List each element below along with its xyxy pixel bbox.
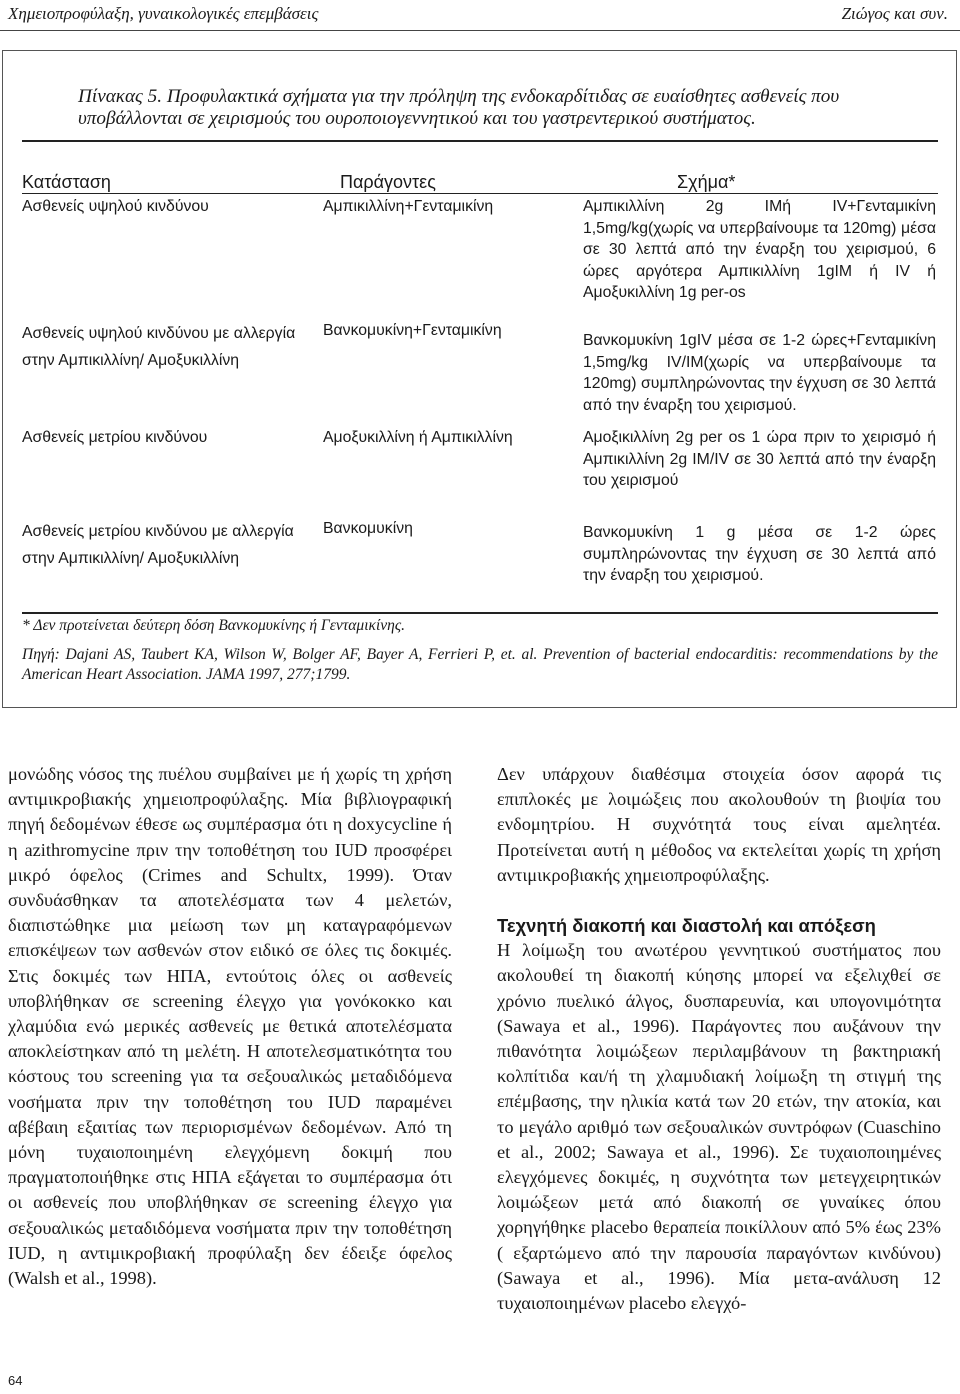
table-cell-regimen: Βανκομυκίνη 1gIV μέσα σε 1-2 ώρες+Γενταμικίνη 1,5mg/kg IV/IM(χωρίς να υπερβαίνουμε τα 120mg) συμπληρώνοντας την έγχυση σε 30 λεπτά από την έναρξη του χειρισμού.: [583, 332, 936, 414]
column-header-condition: Κατάσταση: [22, 172, 111, 192]
header-divider: [0, 30, 960, 31]
body-right-column: [497, 762, 941, 1316]
table-caption: Πίνακας 5. Προφυλακτικά σχήματα για την πρόληψη της ενδοκαρδίτιδας σε ευαίσθητες ασθενείς που υποβάλλονται σε χειρισμούς του ουροποιογεννητικού και του γαστρεντερικού συστήματος.: [78, 86, 840, 129]
running-header-authors: Ζιώγος και συν.: [841, 4, 948, 23]
page-number: 64: [8, 1373, 23, 1388]
table-source: Πηγή: Dajani AS, Taubert KA, Wilson W, Bolger AF, Bayer A, Ferrieri P, et. al. Prevention of bacterial endocarditis: recommendations by the American Heart Association. JAMA 1997, 277;1799.: [22, 646, 938, 683]
running-header-title: Χημειοπροφύλαξη, γυναικολογικές επεμβάσεις: [8, 4, 319, 23]
table-cell-agents: Βανκομυκίνη: [323, 520, 413, 537]
table-cell-condition: Ασθενείς υψηλού κινδύνου: [22, 198, 209, 215]
body-left-column: μονώδης νόσος της πυέλου συμβαίνει με ή χωρίς τη χρήση αντιμικροβιακής χημειοπροφύλαξης. Μία βιβλιογραφική πηγή δεδομένων έθεσε ως συμπέρασμα ότι η doxycycline ή η azithromycine πριν την τοποθέτηση του IUD προσφέρει μικρό όφελος (Crimes and Schultx, 1999). Όταν συνδυάσθηκαν τα αποτελέσματα των 4 μελετών, διαπιστώθηκε μια μείωση των μη καταγραφόμενων επισκέψεων των ασθενών στον ειδικό σε όλες τις δοκιμές. Στις δοκιμές των ΗΠΑ, εντούτοις όλες οι ασθενείς υποβλήθηκαν σε screening έλεγχο για γονόκοκκο και χλαμύδια ενώ μερικές ασθενείς με θετικά αποτελέσματα αποκλείστηκαν από τη μελέτη. Η αποτελεσματικότητα του κόστους του screening για τα σεξουαλικώς μεταδιδόμενα νοσήματα πριν την τοποθέτηση του IUD παραμένει αβέβαιη εξαιτίας των περιορισμένων δεδομένων. Από τη μόνη τυχαιοποιημένη ελεγχόμενη δοκιμή που πραγματοποιήθηκε στις ΗΠΑ εξάγεται το συμπέρασμα ότι οι ασθενείς που υποβλήθηκαν σε screening έλεγχο για σεξουαλικώς μεταδιδόμενα νοσήματα πριν την τοποθέτηση IUD, η αντιμικροβιακή προφύλαξη δεν έδειξε όφελος (Walsh et al., 1998).: [8, 764, 452, 1289]
table-cell-regimen: Αμπικιλλίνη 2g IMή IV+Γενταμικίνη 1,5mg/kg(χωρίς να υπερβαίνουμε τα 120mg) μέσα σε 30 λεπτά από την έναρξη του χειρισμού, 6 ώρες αργότερα Αμπικιλλίνη 1gIM ή IV ή Αμοξυκιλλίνη 1g per-os: [583, 198, 936, 301]
table-footnote: * Δεν προτείνεται δεύτερη δόση Βανκομυκίνης ή Γενταμικίνης.: [22, 617, 405, 634]
section-heading: Τεχνητή διακοπή και διαστολή και απόξεση: [497, 915, 876, 937]
table-cell-condition: Ασθενείς μετρίου κινδύνου με αλλεργία στην Αμπικιλλίνη/ Αμοξυκιλλίνη: [22, 523, 294, 567]
table-cell-agents: Αμοξυκιλλίνη ή Αμπικιλλίνη: [323, 429, 513, 446]
table-cell-agents: Βανκομυκίνη+Γενταμικίνη: [323, 322, 502, 339]
column-header-agents: Παράγοντες: [340, 172, 436, 192]
table-header-rule: [22, 193, 938, 194]
body-right-intro: Δεν υπάρχουν διαθέσιμα στοιχεία όσον αφορά τις επιπλοκές με λοιμώξεις που ακολουθούν τη βιοψία του ενδομητρίου. Η συχνότητά τους είναι αμελητέα. Προτείνεται αυτή η μέθοδος να εκτελείται χωρίς τη χρήση αντιμικροβιακής χημειοπροφύλαξης.: [497, 764, 941, 885]
body-right-paragraph: Η λοίμωξη του ανωτέρου γεννητικού συστήματος που ακολουθεί τη διακοπή κύησης μπορεί να εξελιχθεί σε χρόνιο πυελικό άλγος, δυσπαρευνία, και υπογονιμότητα (Sawaya et al., 1996). Παράγοντες που αυξάνουν την πιθανότητα λοιμώξεων περιλαμβάνουν τη βακτηριακή κολπίτιδα και/ή τη χλαμυδιακή λοίμωξη τη στιγμή της επέμβασης, την ηλικία κατά των 20 ετών, την ατοκία, και το μεγάλο αριθμό των σεξουαλικών συντρόφων (Cuaschino et al., 2002; Sawaya et al., 1996). Σε τυχαιοποιημένες ελεγχόμενες δοκιμές, η συχνότητα των μετεγχειρητικών λοιμώξεων μετά από διακοπή σε γυναίκες όπου χορηγήθηκε placebo θεραπεία ποικίλλουν από 5% έως 23% ( εξαρτώμενο από την παρουσία παραγόντων κινδύνου) (Sawaya et al., 1996). Μία μετα-ανάλυση 12 τυχαιοποιημένων placebo ελεγχό-: [497, 940, 941, 1314]
table-cell-condition: Ασθενείς υψηλού κινδύνου με αλλεργία στην Αμπικιλλίνη/ Αμοξυκιλλίνη: [22, 325, 296, 369]
table-cell-regimen: Αμοξικιλλίνη 2g per os 1 ώρα πριν το χειρισμό ή Αμπικιλλίνη 2g IM/IV σε 30 λεπτά από την έναρξη του χειρισμού: [583, 429, 936, 489]
table-cell-condition: Ασθενείς μετρίου κινδύνου: [22, 429, 208, 446]
table-bottom-rule: [22, 612, 938, 614]
column-header-regimen: Σχήμα*: [677, 172, 736, 192]
table-top-rule: [22, 140, 938, 142]
table-cell-agents: Αμπικιλλίνη+Γενταμικίνη: [323, 198, 494, 215]
table-cell-regimen: Βανκομυκίνη 1 g μέσα σε 1-2 ώρες συμπληρώνοντας την έγχυση σε 30 λεπτά από την έναρξη του χειρισμού.: [583, 524, 936, 584]
